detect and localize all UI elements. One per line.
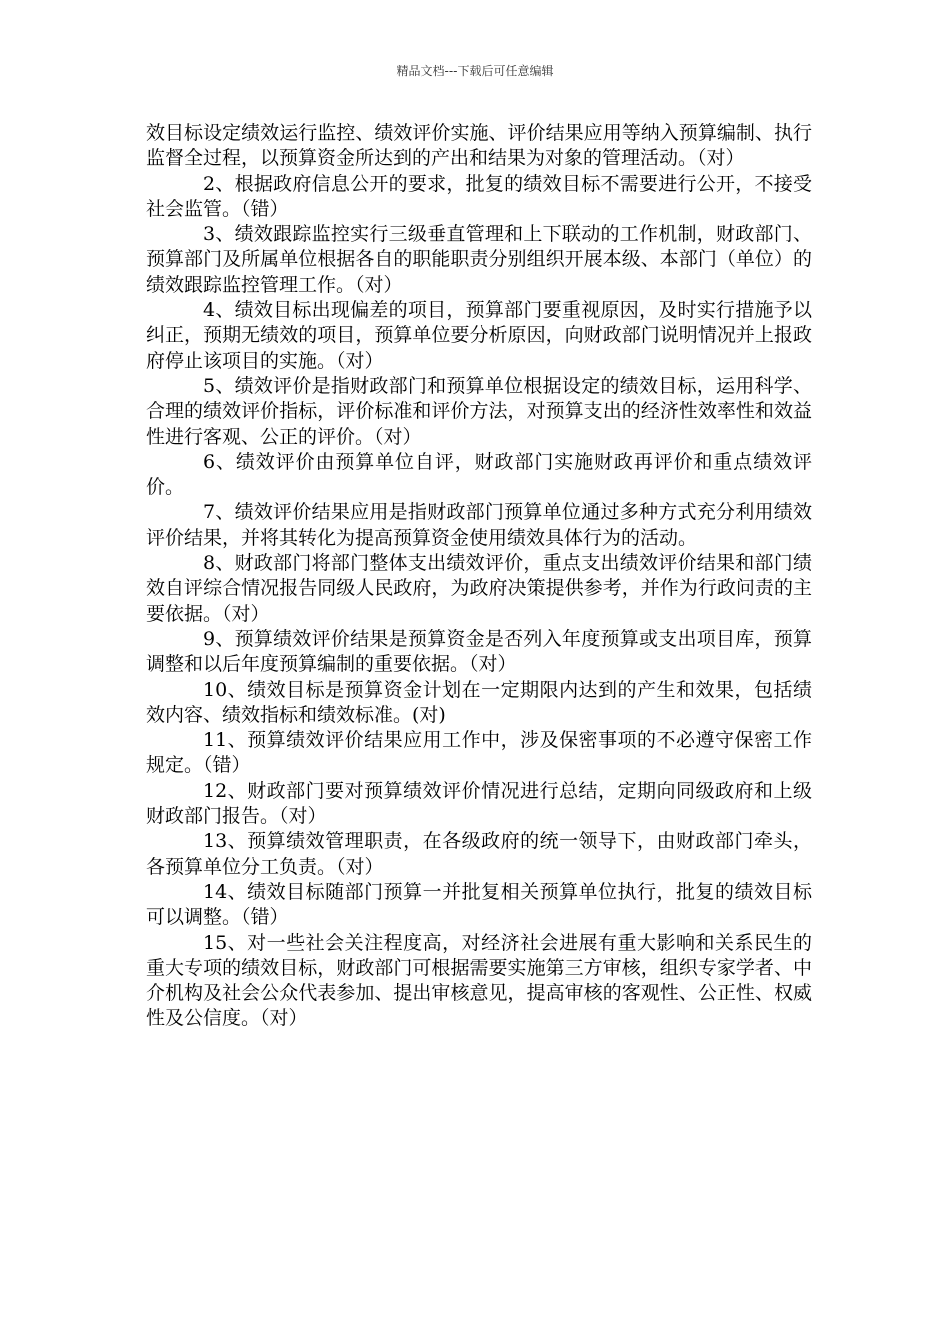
paragraph-item-11: 11、预算绩效评价结果应用工作中，涉及保密事项的不必遵守保密工作规定。（错） — [146, 729, 812, 777]
paragraph-item-8: 8、财政部门将部门整体支出绩效评价，重点支出绩效评价结果和部门绩效自评综合情况报告同级人民政府，为政府决策提供参考，并作为行政问责的主要依据。（对） — [146, 552, 812, 625]
paragraph-item-3: 3、绩效跟踪监控实行三级垂直管理和上下联动的工作机制，财政部门、预算部门及所属单位根据各自的职能职责分别组织开展本级、本部门（单位）的绩效跟踪监控管理工作。（对） — [146, 223, 812, 296]
paragraph-continuation: 效目标设定绩效运行监控、绩效评价实施、评价结果应用等纳入预算编制、执行监督全过程，以预算资金所达到的产出和结果为对象的管理活动。（对） — [146, 122, 812, 170]
paragraph-item-15: 15、对一些社会关注程度高，对经济社会进展有重大影响和关系民生的重大专项的绩效目标，财政部门可根据需要实施第三方审核，组织专家学者、中介机构及社会公众代表参加、提出审核意见，提高审核的客观性、公正性、权威性及公信度。（对） — [146, 931, 812, 1030]
paragraph-item-9: 9、预算绩效评价结果是预算资金是否列入年度预算或支出项目库，预算调整和以后年度预算编制的重要依据。（对） — [146, 627, 812, 676]
paragraph-item-12: 12、财政部门要对预算绩效评价情况进行总结，定期向同级政府和上级财政部门报告。（对） — [146, 779, 812, 828]
document-body — [146, 121, 812, 1032]
paragraph-item-6: 6、绩效评价由预算单位自评，财政部门实施财政再评价和重点绩效评价。 — [146, 450, 812, 499]
paragraph-item-5: 5、绩效评价是指财政部门和预算单位根据设定的绩效目标，运用科学、合理的绩效评价指标，评价标准和评价方法，对预算支出的经济性效率性和效益性进行客观、公正的评价。（对） — [146, 374, 812, 448]
paragraph-item-14: 14、绩效目标随部门预算一并批复相关预算单位执行，批复的绩效目标可以调整。（错） — [146, 880, 812, 929]
page-header: 精品文档---下载后可任意编辑 — [396, 64, 554, 78]
paragraph-item-2: 2、根据政府信息公开的要求，批复的绩效目标不需要进行公开，不接受社会监管。（错） — [146, 172, 812, 220]
paragraph-item-4: 4、绩效目标出现偏差的项目，预算部门要重视原因，及时实行措施予以纠正，预期无绩效的项目，预算单位要分析原因，向财政部门说明情况并上报政府停止该项目的实施。（对） — [146, 299, 812, 372]
paragraph-item-7: 7、绩效评价结果应用是指财政部门预算单位通过多种方式充分利用绩效评价结果，并将其转化为提高预算资金使用绩效具体行为的活动。 — [146, 501, 812, 549]
paragraph-item-10: 10、绩效目标是预算资金计划在一定期限内达到的产生和效果，包括绩效内容、绩效指标和绩效标准。(对) — [146, 678, 812, 726]
paragraph-item-13: 13、预算绩效管理职责，在各级政府的统一领导下，由财政部门牵头，各预算单位分工负责。（对） — [146, 830, 812, 878]
